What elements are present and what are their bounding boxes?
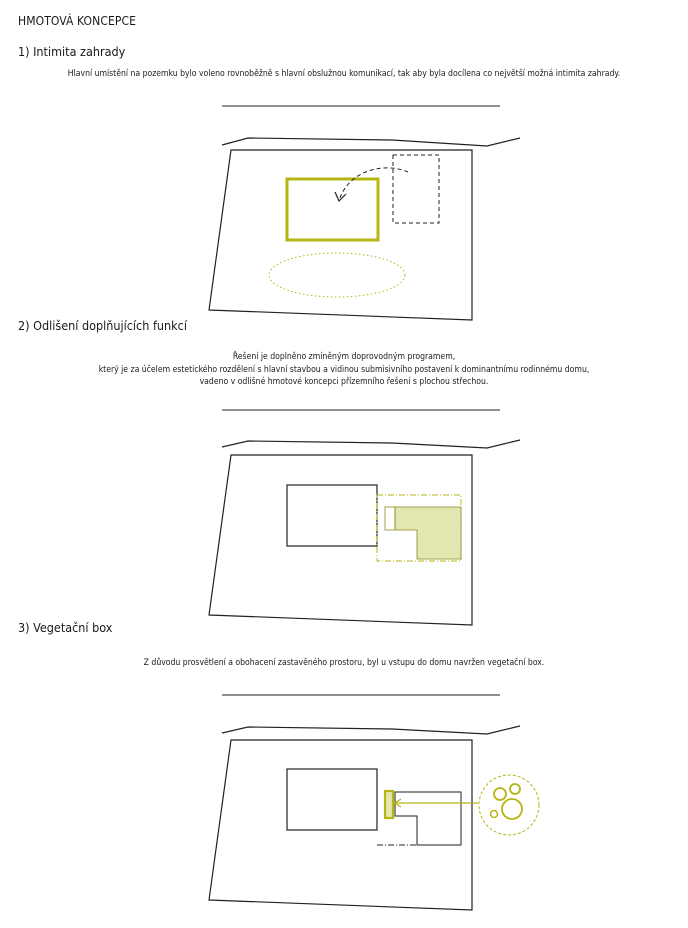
section-3-description <box>0 657 688 670</box>
annex-building <box>395 792 461 845</box>
plot-boundary <box>209 150 472 320</box>
house-original-position <box>393 155 439 223</box>
section-2-line: vadeno v odlišné hmotové koncepci přízemního řešení s plochou střechou. <box>199 377 489 387</box>
main-house <box>287 485 377 546</box>
tree-icon-4 <box>491 811 498 818</box>
section-2-line: který je za účelem estetického rozdělení s hlavní stavbou a vidinou submisivního postavení k dominantnímu rodinnému domu, <box>98 364 590 375</box>
section-2-heading: 2) Odlišení doplňujících funkcí <box>18 318 187 333</box>
house-final-position <box>287 179 378 240</box>
annex-building <box>395 507 461 559</box>
diagram-supplementary-functions <box>0 400 688 630</box>
vegetation-box <box>385 791 393 818</box>
tree-icon-2 <box>494 788 506 800</box>
section-1-heading: 1) Intimita zahrady <box>18 44 126 59</box>
plot-boundary-top <box>222 726 520 734</box>
vegetation-zone <box>479 775 539 835</box>
main-house <box>287 769 377 830</box>
tree-icon-1 <box>502 799 522 819</box>
diagram-garden-intimacy <box>0 95 688 330</box>
section-1-description <box>0 68 688 81</box>
annex-link <box>385 507 395 530</box>
section-1-line: Hlavní umístění na pozemku bylo voleno rovnoběžně s hlavní obslužnou komunikací, tak aby byla docílena co největší možná intimita zahrady. <box>67 69 621 79</box>
diagram-vegetation-box <box>0 685 688 920</box>
plot-boundary-top <box>222 138 520 146</box>
tree-icon-3 <box>510 784 520 794</box>
page-title: HMOTOVÁ KONCEPCE <box>18 14 137 28</box>
move-arrow <box>340 168 408 198</box>
section-3-line: Z důvodu prosvětlení a obohacení zastavěného prostoru, byl u vstupu do domu navržen vegetační box. <box>143 658 545 668</box>
section-2-description <box>0 351 688 389</box>
garden-area <box>269 253 405 297</box>
plot-boundary <box>209 740 472 910</box>
section-2-line: Řešení je doplněno zmíněným doprovodným programem, <box>232 352 456 362</box>
section-3-heading: 3) Vegetační box <box>18 620 113 635</box>
plot-boundary-top <box>222 440 520 448</box>
